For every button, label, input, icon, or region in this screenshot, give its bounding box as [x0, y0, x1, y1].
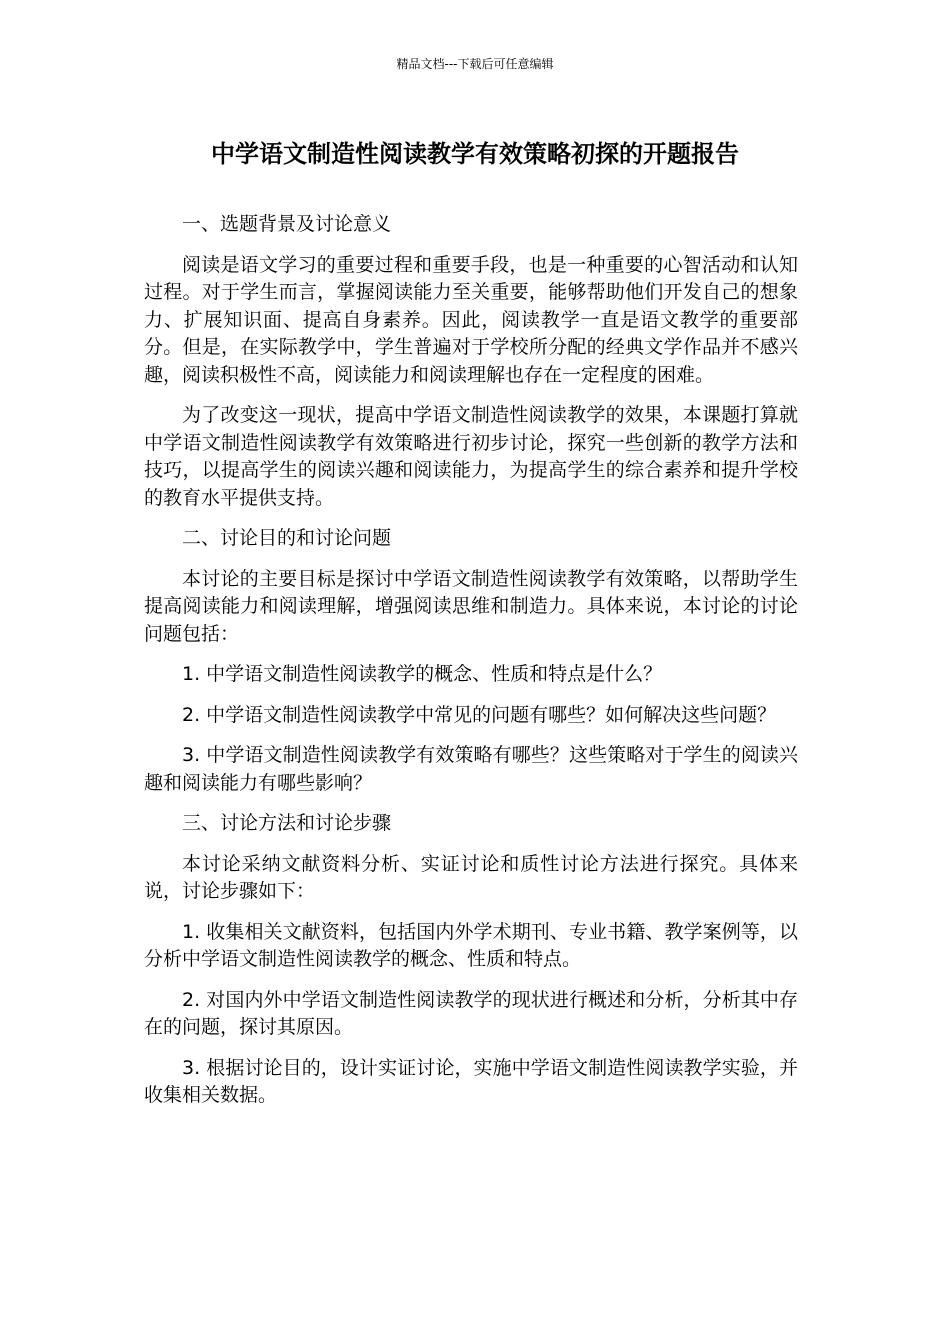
paragraph: 阅读是语文学习的重要过程和重要手段，也是一种重要的心智活动和认知过程。对于学生而言，掌握阅读能力至关重要，能够帮助他们开发自己的想象力、扩展知识面、提高自身素养。因此，阅读教学一直是语文教学的重要部分。但是，在实际教学中，学生普遍对于学校所分配的经典文学作品并不感兴趣，阅读积极性不高，阅读能力和阅读理解也存在一定程度的困难。: [144, 253, 798, 386]
document-body: [144, 211, 798, 1123]
question-item-1: 1. 中学语文制造性阅读教学的概念、性质和特点是什么？: [182, 663, 663, 685]
paragraph: 本讨论的主要目标是探讨中学语文制造性阅读教学有效策略，以帮助学生提高阅读能力和阅读理解，增强阅读思维和制造力。具体来说，本讨论的讨论问题包括：: [144, 567, 798, 645]
document-title: 中学语文制造性阅读教学有效策略初探的开题报告: [211, 140, 739, 168]
step-item-3: 3. 根据讨论目的，设计实证讨论，实施中学语文制造性阅读教学实验，并收集相关数据。: [144, 1056, 798, 1106]
paragraph: 本讨论采纳文献资料分析、实证讨论和质性讨论方法进行探究。具体来说，讨论步骤如下：: [144, 852, 798, 902]
question-item-2: 2. 中学语文制造性阅读教学中常见的问题有哪些？如何解决这些问题？: [182, 703, 777, 726]
section-heading-2: 二、讨论目的和讨论问题: [182, 527, 392, 549]
section-heading-3: 三、讨论方法和讨论步骤: [182, 812, 392, 834]
paragraph: 为了改变这一现状，提高中学语文制造性阅读教学的效果，本课题打算就中学语文制造性阅读教学有效策略进行初步讨论，探究一些创新的教学方法和技巧，以提高学生的阅读兴趣和阅读能力，为提高学生的综合素养和提升学校的教育水平提供支持。: [144, 404, 798, 509]
step-item-2: 2. 对国内外中学语文制造性阅读教学的现状进行概述和分析，分析其中存在的问题，探讨其原因。: [144, 988, 798, 1038]
question-item-3: 3. 中学语文制造性阅读教学有效策略有哪些？这些策略对于学生的阅读兴趣和阅读能力有哪些影响？: [144, 744, 798, 794]
step-item-1: 1. 收集相关文献资料，包括国内外学术期刊、专业书籍、教学案例等，以分析中学语文制造性阅读教学的概念、性质和特点。: [144, 920, 798, 970]
section-heading-1: 一、选题背景及讨论意义: [182, 213, 392, 235]
page-header: 精品文档---下载后可任意编辑: [396, 57, 554, 71]
